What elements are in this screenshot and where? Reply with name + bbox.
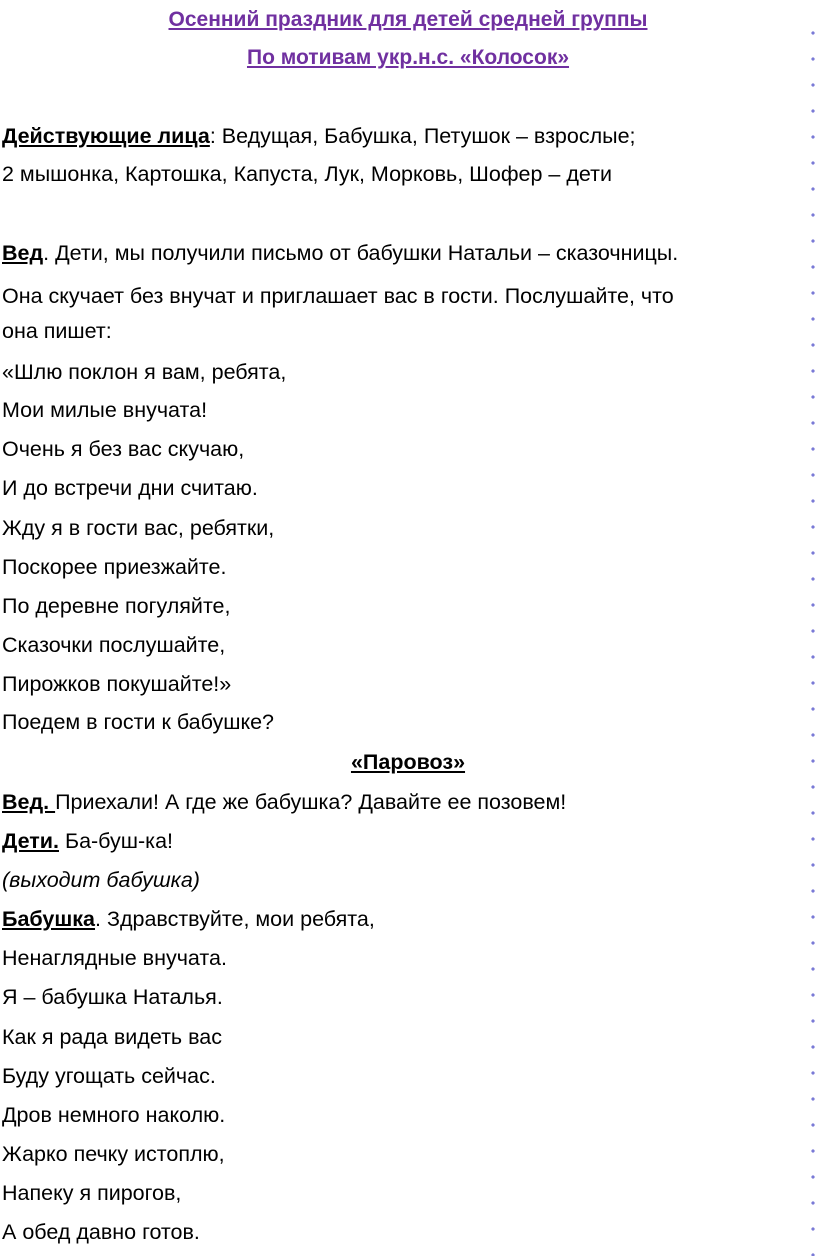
- cast-line: [2, 123, 636, 149]
- letter-line: «Шлю поклон я вам, ребята,: [2, 360, 287, 384]
- letter-line: Сказочки послушайте,: [2, 633, 226, 657]
- granny-verse-line: Напеку я пирогов,: [2, 1181, 182, 1205]
- letter-line: И до встречи дни считаю.: [2, 476, 258, 500]
- letter-line: Поскорее приезжайте.: [2, 555, 227, 579]
- granny-verse-line: Я – бабушка Наталья.: [2, 985, 223, 1009]
- speaker-ved: Вед: [2, 241, 44, 265]
- granny-verse-line: Жарко печку истоплю,: [2, 1142, 225, 1166]
- letter-line: Пирожков покушайте!»: [2, 672, 232, 696]
- page-border-decoration: [810, 20, 816, 1256]
- song-title: «Паровоз»: [350, 750, 466, 774]
- letter-line: Поедем в гости к бабушке?: [2, 710, 275, 734]
- letter-line: Мои милые внучата!: [2, 398, 208, 422]
- letter-line: Жду я в гости вас, ребятки,: [2, 516, 275, 540]
- letter-line: Очень я без вас скучаю,: [2, 437, 245, 461]
- granny-text: . Здравствуйте, мои ребята,: [95, 907, 375, 931]
- stage-direction: (выходит бабушка): [2, 868, 200, 892]
- speaker-ved: Вед.: [2, 790, 56, 814]
- intro-line-2: Она скучает без внучат и приглашает вас в гости. Послушайте, что: [2, 284, 674, 308]
- granny-verse-line: Буду угощать сейчас.: [2, 1064, 216, 1088]
- cast-children: 2 мышонка, Картошка, Капуста, Лук, Морковь, Шофер – дети: [2, 162, 612, 186]
- granny-verse-line: Как я рада видеть вас: [2, 1025, 222, 1049]
- document-subtitle: По мотивам укр.н.с. «Колосок»: [246, 46, 570, 69]
- kids-text: Ба-буш-ка!: [58, 829, 173, 853]
- cast-label: Действующие лица: [2, 124, 210, 148]
- dialogue-line: [2, 828, 173, 854]
- granny-verse-line: А обед давно готов.: [2, 1220, 200, 1244]
- dialogue-line: [2, 906, 375, 932]
- intro-line: [2, 240, 678, 266]
- intro-line-3: она пишет:: [2, 319, 112, 343]
- dialogue-line: [2, 789, 566, 815]
- cast-adults: : Ведущая, Бабушка, Петушок – взрослые;: [209, 124, 636, 148]
- granny-verse-line: Дров немного наколю.: [2, 1103, 226, 1127]
- document-title: Осенний праздник для детей средней группы: [168, 8, 648, 31]
- speaker-granny: Бабушка: [2, 907, 96, 931]
- ved-text: Приехали! А где же бабушка? Давайте ее позовем!: [55, 790, 567, 814]
- letter-line: По деревне погуляйте,: [2, 594, 231, 618]
- granny-verse-line: Ненаглядные внучата.: [2, 946, 227, 970]
- intro-text: . Дети, мы получили письмо от бабушки Натальи – сказочницы.: [43, 241, 679, 265]
- speaker-kids: Дети.: [2, 829, 59, 853]
